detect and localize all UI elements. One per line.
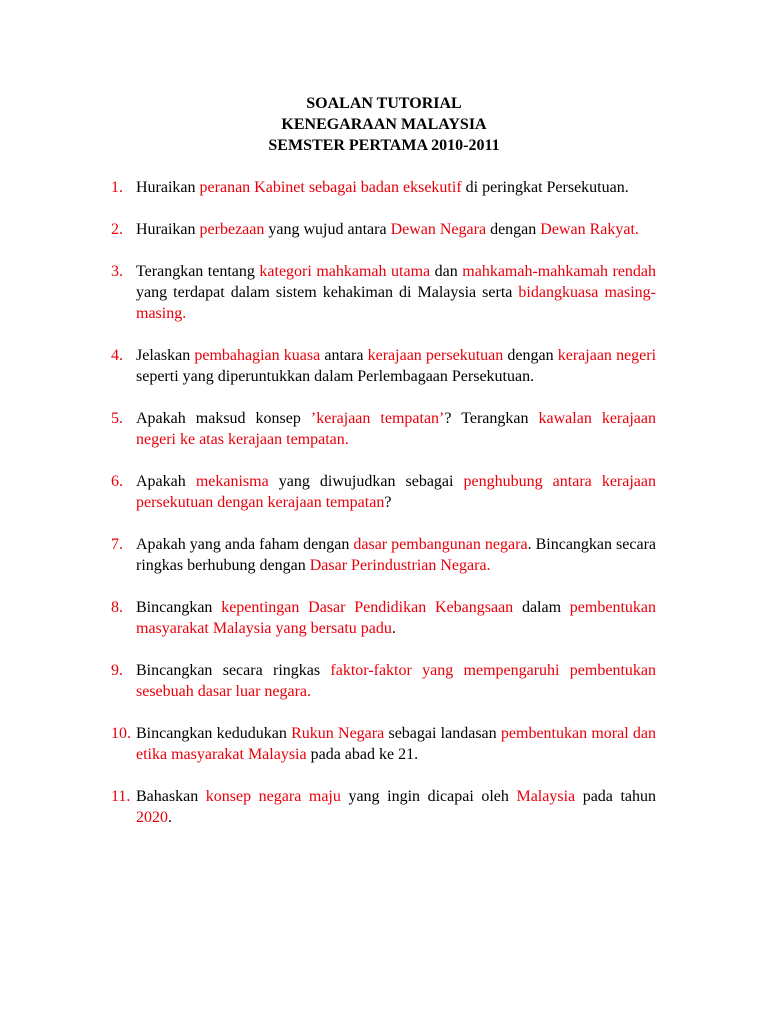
question-item [111,723,656,765]
question-text: . [168,809,172,826]
highlighted-text: konsep negara maju [205,788,341,805]
document-title [0,93,768,156]
question-text: . [391,620,396,637]
question-text: Jelaskan [136,347,195,364]
question-text: Bincangkan [136,599,222,616]
question-number: 10. [111,725,131,742]
question-item [111,597,656,639]
question-text: Apakah yang anda faham dengan [136,536,354,553]
question-text: ? Terangkan [444,410,539,427]
question-item [111,534,656,576]
highlighted-text: bidangkuasa masing-masing. [136,284,656,322]
highlighted-text: kerajaan persekutuan [367,347,504,364]
question-text: Huraikan [136,179,200,196]
question-text: dengan [503,347,558,364]
question-text: Huraikan [136,221,200,238]
title-line-3: SEMSTER PERTAMA 2010-2011 [268,137,500,154]
title-line-2: KENEGARAAN MALAYSIA [281,116,487,133]
highlighted-text: peranan Kabinet sebagai badan eksekutif [199,179,462,196]
highlighted-text: pembentukan masyarakat Malaysia yang bersatu padu [136,599,656,637]
highlighted-text: mahkamah-mahkamah rendah [462,263,657,280]
question-text: di peringkat Persekutuan. [461,179,629,196]
question-text: ? [384,494,392,511]
highlighted-text: perbezaan [199,221,265,238]
question-item [111,408,656,450]
question-text: yang ingin dicapai oleh [340,788,517,805]
title-line-1: SOALAN TUTORIAL [306,95,462,112]
highlighted-text: kerajaan negeri [557,347,657,364]
question-text: Apakah maksud konsep [136,410,311,427]
question-number: 5. [111,410,123,427]
question-text: Terangkan tentang [136,263,260,280]
question-number: 9. [111,662,123,679]
highlighted-text: ’kerajaan tempatan’ [310,410,445,427]
question-item [111,660,656,702]
question-number: 7. [111,536,123,553]
highlighted-text: Dasar Perindustrian Negara. [309,557,491,574]
question-number: 11. [111,788,131,805]
question-text: seperti yang diperuntukkan dalam Perlembagaan Persekutuan. [136,368,535,385]
question-text: antara [320,347,368,364]
question-text: Apakah [136,473,196,490]
question-number: 6. [111,473,123,490]
question-text: dengan [486,221,541,238]
question-text: pada tahun [575,788,657,805]
question-item [111,345,656,387]
highlighted-text: 2020 [136,809,168,826]
question-number: 8. [111,599,123,616]
question-text: Bincangkan secara ringkas [136,662,331,679]
question-number: 3. [111,263,123,280]
question-text: Bahaskan [136,788,206,805]
question-item [111,786,656,828]
highlighted-text: Malaysia [516,788,576,805]
highlighted-text: pembentukan moral dan etika masyarakat Malaysia [136,725,657,763]
question-list [111,177,656,849]
question-text: dan [430,263,463,280]
highlighted-text: kategori mahkamah utama [259,263,431,280]
question-text: pada abad ke 21. [306,746,419,763]
question-item [111,219,656,240]
question-item [111,261,656,324]
question-item [111,177,656,198]
highlighted-text: Rukun Negara [291,725,385,742]
question-text: dalam [513,599,570,616]
highlighted-text: mekanisma [195,473,269,490]
highlighted-text: pembahagian kuasa [194,347,321,364]
question-text: yang terdapat dalam sistem kehakiman di Malaysia serta [136,284,519,301]
highlighted-text: dasar pembangunan negara [353,536,528,553]
highlighted-text: Dewan Rakyat. [540,221,639,238]
question-text: sebagai landasan [384,725,501,742]
question-text: yang diwujudkan sebagai [268,473,464,490]
highlighted-text: faktor-faktor yang mempengaruhi pembentukan sesebuah dasar luar negara. [136,662,656,700]
highlighted-text: kawalan kerajaan negeri ke atas kerajaan tempatan. [136,410,657,448]
highlighted-text: penghubung antara kerajaan persekutuan dengan kerajaan tempatan [136,473,656,511]
question-item [111,471,656,513]
question-text: yang wujud antara [264,221,391,238]
highlighted-text: kepentingan Dasar Pendidikan Kebangsaan [221,599,514,616]
highlighted-text: Dewan Negara [390,221,487,238]
question-number: 2. [111,221,123,238]
question-number: 4. [111,347,123,364]
question-text: Bincangkan kedudukan [136,725,292,742]
question-number: 1. [111,179,123,196]
question-text: . Bincangkan secara ringkas berhubung dengan [136,536,657,574]
